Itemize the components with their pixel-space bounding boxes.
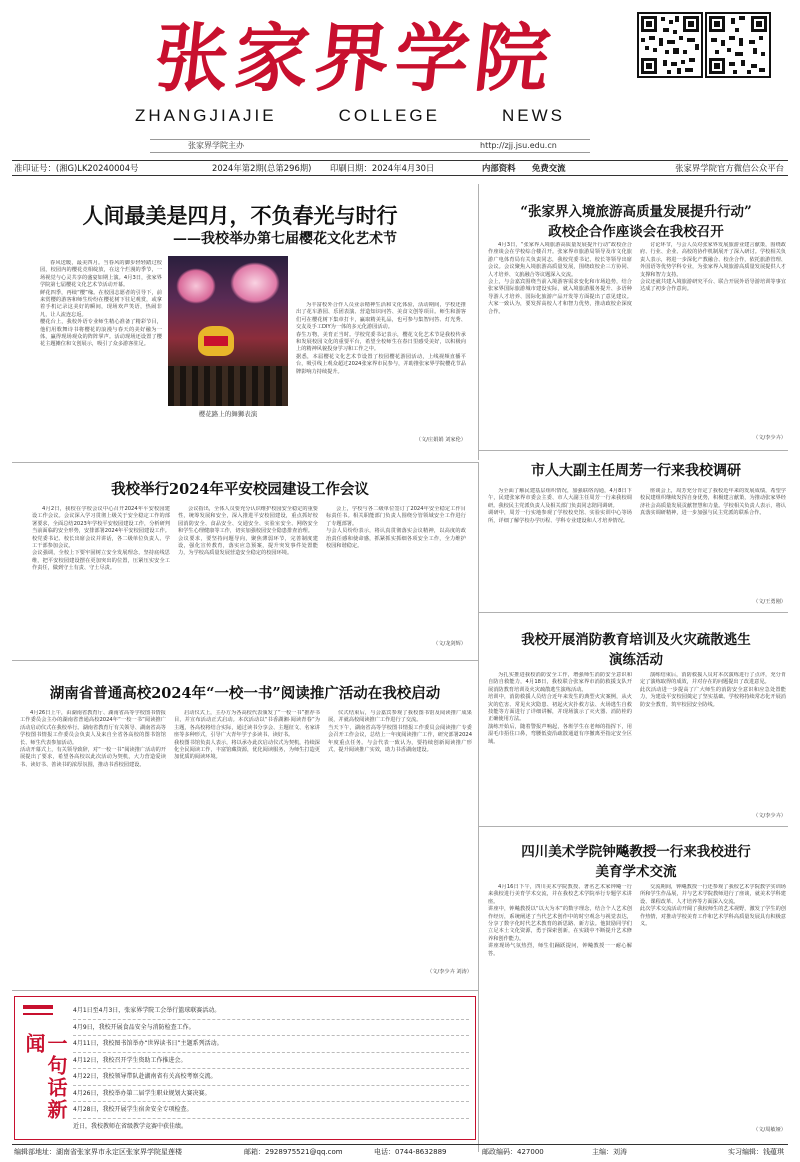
article7-title2: 美育学术交流 <box>595 864 677 880</box>
article5-col1 <box>20 710 166 982</box>
article1-photo-caption: 樱花路上的舞狮表演 <box>198 410 258 418</box>
article4-col1-text: 4月2日，我校在学校会议中心召开2024年平安校园建设工作会议。会议深入学习贯彻上级关于安全稳定工作的部署要求，全面总结2023年学校平安校园建设工作，分析研判当前面临的安全形势，安排部署2024年平安校园建设工作。校党委书记、校长出席会议并讲话，各二级单位负责人、学工干部参加会议。 会议强调，全校上下要牢固树立安全发展理念，坚持底线思维，把平安校园建设摆在更加突出的位置，压紧压实安全工作责任，做到守土有责、守土尽责。 <box>32 506 170 572</box>
article5-byline: （文/李少卉 刘涛） <box>427 969 472 975</box>
english-name-3: NEWS <box>502 106 565 125</box>
article7-title: 四川美术学院钟飚教授一行来我校进行 <box>521 844 751 860</box>
sponsor: 张家界学院主办 <box>188 141 244 150</box>
article5-title: 湖南省普通高校2024年“一校一书”阅读推广活动在我校启动 <box>49 685 441 702</box>
article5-col3-text: 仪式结束后，与会嘉宾参观了我校图书馆及阅读推广成果展，并就高校阅读推广工作进行了交流。 当天下午，湖南省高等学校图书情报工作委员会阅读推广专委会召开工作会议，总结上一年度阅读推广工作，研究部署2024年度重点任务。与会代表一致认为，要持续创新阅读推广形式，提升阅读推广实效，助力书香湖南建设。 <box>328 710 472 754</box>
footer-phone: 电话：0744-8632889 <box>374 1148 447 1156</box>
english-name <box>135 106 565 126</box>
english-name-2: COLLEGE <box>338 106 440 125</box>
footer-email: 邮箱：2928975521@qq.com <box>244 1148 343 1156</box>
footer-postcode: 邮政编码：427000 <box>482 1148 544 1156</box>
qr-code-wechat <box>705 12 771 78</box>
footer-address: 编辑部地址：湖南省张家界市永定区张家界学院星莲楼 <box>14 1148 182 1156</box>
article5-col1-text: 4月26日上午，由湖南省教育厅、湖南省高等学校图书情报工作委员会主办的湖南省普通高校2024年“一校一书”阅读推广活动启动仪式在我校举行。湖南省教育厅有关领导、湖南省高等学校图书情报工作委员会负责人及来自全省各高校的图书馆馆长、师生代表参加活动。 活动开幕式上，有关领导致辞，对“一校一书”阅读推广活动的开展提出了要求，希望各高校以此次活动为契机，大力营造爱读书、读好书、善读书的浓厚氛围，推动书香校园建设。 <box>20 710 166 768</box>
issue-info-bar <box>12 160 788 176</box>
article1-col3 <box>296 302 466 428</box>
masthead-logo <box>95 18 615 100</box>
news-brief-item: 4月1日至4月3日，张家界学院工会举行篮球联赛活动。 <box>73 1003 469 1020</box>
article5-col3 <box>328 710 472 960</box>
free-label: 免费交流 <box>532 163 566 173</box>
article7-col1 <box>488 884 632 1136</box>
news-brief-list <box>73 1003 469 1134</box>
article3-col2-text: 座谈会上，周芳充分肯定了我校近年来的发展成绩，希望学校民建组织继续发挥自身优势，积极建言献策，为推动张家界经济社会高质量发展贡献智慧和力量。学校相关负责人表示，将认真落实调研精神，进一步加强与民主党派的联系合作。 <box>640 488 786 517</box>
article1-title: 人间最美是四月，不负春光与时行 <box>82 203 398 228</box>
news-brief-item: 4月28日，我校开展学生宿舍安全专项检查。 <box>73 1102 469 1119</box>
article4-col2-text: 会议指出，全体人员要充分认识维护校园安全稳定的重要性，统筹发展和安全，深入推进平安校园建设，重点抓好校园消防安全、食品安全、交通安全、实验室安全、网络安全和学生心理健康等工作，切实加强校园安全隐患排查治理。 会议要求，要坚持问题导向，聚焦薄弱环节，完善制度建设，强化宣传教育，落实应急预案，提升突发事件处置能力，为学校高质量发展营造安全稳定的校园环境。 <box>178 506 318 557</box>
article3-col1 <box>488 488 632 606</box>
site-url[interactable]: http://zjj.jsu.edu.cn <box>480 141 557 150</box>
english-name-1: ZHANGJIAJIE <box>135 106 277 125</box>
news-brief-item: 4月22日，我校领导带队赴湖南省有关高校考察交流。 <box>73 1069 469 1086</box>
article1-subtitle: ——我校举办第七届樱花文化艺术节 <box>173 231 397 247</box>
permit-number: 准印证号：(湘G)LK20240004号 <box>14 163 139 173</box>
logo-text: 张家界学院 <box>150 16 560 102</box>
wechat-label: 张家界学院官方微信公众平台 <box>675 163 784 173</box>
article7-col2-text: 交流期间，钟飚教授一行还参观了我校艺术学院教学实训场所和学生作品展，并与艺术学院教师进行了座谈，就美术学科建设、课程改革、人才培养等方面深入交流。 此次学术交流活动开阔了我校师生的艺术视野，激发了学生的创作热情，对推动学校美育工作和艺术学科高质量发展具有积极意义。 <box>640 884 786 928</box>
article3-title: 市人大副主任周芳一行来我校调研 <box>531 463 741 479</box>
article6-title: 我校开展消防教育培训及火灾疏散逃生 <box>521 632 751 648</box>
article1-col1-text: 春风送暖，最美四月。当春风的脚步轻轻踏过校园，校园内的樱花竞相绽放，在这个烂漫的季节，一场视觉与心灵共享的盛宴如期上演。4月3日，张家界学院第七届樱花文化艺术节活动开幕。 鲜花四季，再续“樱”缘。在校园志愿者的引导下，前来赏樱的游客和师生纷纷在樱花树下驻足观赏，或拿着手机记录这美好的瞬间，现场欢声笑语，热闹非凡，让人流连忘返。 樱花台上，我校外语专业师生精心准备了精彩节目，他们用歌舞诗书将樱花的浪漫与春天的美好融为一体，赢得现场观众的阵阵掌声。活动现场还设置了樱花主题摊位和文创展示，吸引了众多游客驻足。 <box>40 260 162 348</box>
article3-col1-text: 为全面了解民建基层组织情况，加强联络沟通，4月8日下午，民建张家界市委会主委、市人大副主任周芳一行来我校调研。我校民主党派负责人及相关部门负责同志陪同调研。 调研中，周芳一行实地参观了学校校史馆、实验实训中心等场所，详细了解学校办学历程、学科专业建设和人才培养情况。 <box>488 488 632 524</box>
qr-code <box>637 12 703 78</box>
article4-byline: （文/龙剑辉） <box>433 641 466 647</box>
article3-col2 <box>640 488 786 588</box>
footer-assistant: 实习编辑：钱蕴琪 <box>728 1148 784 1156</box>
article4-title: 我校举行2024年平安校园建设工作会议 <box>111 481 369 498</box>
article4-col1 <box>32 506 170 652</box>
article6-title2: 演练活动 <box>609 652 663 668</box>
sponsor-bar <box>150 139 590 153</box>
article1-photo <box>168 256 288 406</box>
article7-col1-text: 4月16日下午，四川美术学院教授、著名艺术家钟飚一行来我校进行美育学术交流，并在我校艺术学院举行专题学术讲座。 讲座中，钟飚教授以“以大为本”的数字理念，结合个人艺术创作经历，系统阐述了当代艺术创作中的时空观念与视觉表达，分享了数字化时代艺术教育的新思路、新方法。他鼓励同学们立足本土文化资源，勇于探索创新，在实践中不断提升艺术修养和创作能力。 讲座现场气氛热烈，师生们踊跃提问，钟飚教授一一耐心解答。 <box>488 884 632 957</box>
article1-col3-text: 为丰富校外合作人员业余精神生活和文化体验，活动期间，学校还推出了花车游园、乐团表演、营造知识问答、美食文创等项目。师生和游客们可在樱花树下集章打卡，赢取精美礼品，也可参与集智问答、灯光秀、交友及手工DIY为一体的多元化游园活动。 春生万物，美育正当时。学校党委书记表示，樱花文化艺术节是我校传承和发展校园文化的重要平台，希望全校师生在春日里感受美好，以积极向上的精神风貌投身学习和工作之中。 据悉，本届樱花文化艺术节设置了校园樱花游园活动，上线视频直播平台，吸引线上观众超过2024张家界市民参与，并助推张家界学院樱花节品牌影响力持续提升。 <box>296 302 466 375</box>
news-brief-item: 4月26日，我校举办第二届学生职业规划大赛决赛。 <box>73 1086 469 1103</box>
news-brief-item: 4月11日，我校图书馆举办“世界读书日”主题系列活动。 <box>73 1036 469 1053</box>
issue-number: 2024年第2期(总第296期) <box>212 163 312 173</box>
article2-byline: （文/李少卉） <box>753 435 786 441</box>
article6-col1-text: 为扎实推进我校消防安全工作，增强师生消防安全意识和自防自救能力，4月18日，我校联合张家界市消防救援支队开展消防教育培训及火灾疏散逃生演练活动。 培训中，消防救援人员结合近年来发生的典型火灾案例，从火灾的危害、常见火灾隐患、初起火灾扑救方法、火场逃生自救技能等方面进行了详细讲解，并现场演示了灭火器、消防栓的正确使用方法。 演练开始后，随着警报声响起，各班学生在老师的指挥下，用湿毛巾捂住口鼻，弯腰低姿沿疏散通道有序撤离至指定安全区域。 <box>488 672 632 745</box>
article1-col1 <box>40 260 162 438</box>
article1-byline: （文/庄娟娟 刘家伦） <box>415 437 466 443</box>
article2-subtitle: 政校企合作座谈会在我校召开 <box>548 224 724 240</box>
print-date: 印刷日期：2024年4月30日 <box>330 163 435 173</box>
news-brief-item: 4月9日，我校开展食品安全与消防检查工作。 <box>73 1020 469 1037</box>
news-brief-item: 近日，我校教师在省级教学竞赛中获佳绩。 <box>73 1122 188 1130</box>
article5-col2-text: 启动仪式上，主办方为各高校代表颁发了“一校一书”推荐书目，并宣布活动正式启动。本次活动以“书香湖湘·阅读青春”为主题，各高校将结合实际，通过读书分享会、主题征文、名家讲座等多种形式，引导广大青年学子多读书、读好书。 我校图书馆负责人表示，将以承办此次启动仪式为契机，持续深化全民阅读工作，丰富馆藏资源，优化阅读服务，为师生打造更加优质的阅读环境。 <box>174 710 320 761</box>
article5-col2 <box>174 710 320 982</box>
article7-byline: （文/周敏娅） <box>753 1127 786 1133</box>
article6-col2 <box>640 672 786 806</box>
article6-col1 <box>488 672 632 820</box>
article2-col2-text: 讨论环节，与会人员对张家界发展旅游业建言献策，围绕政府、行业、企业、高校的协作机制展开了深入研讨。学校相关负责人表示，将进一步深化产教融合、校企合作，依托旅游管理、外国语等优势学科专业，为张家界入境旅游高质量发展提供人才支撑和智力支持。 会议还就共建入境旅游研究平台、联合开展外语导游培训等事宜达成了初步合作意向。 <box>640 242 786 293</box>
footer-editor: 主编：刘涛 <box>592 1148 627 1156</box>
article3-byline: （文/王勇刚） <box>753 599 786 605</box>
article2-col1-text: 4月3日，“张家界入境旅游高质量发展提升行动”政校企合作座谈会在学校综合楼召开。张家界市旅游局领导及市文化旅游广电体育局有关负责同志，我校党委书记、校长等领导出席会议。会议聚焦入境旅游高质量发展，围绕政校企三方协同、人才培养、文旅融合等议题深入交流。 会上，与会嘉宾围绕当前入境游客需求变化和市场趋势，结合张家界国际旅游城市建设实际，就入境旅游服务提升、多语种导游人才培养、国际化旅游产品开发等方面提出了意见建议。大家一致认为，要发挥高校人才和智力优势，推动政校企深度合作。 <box>488 242 632 315</box>
article7-col2 <box>640 884 786 1120</box>
news-brief-box <box>14 996 476 1140</box>
internal-label: 内部资料 <box>482 163 516 173</box>
article2-title: “张家界入境旅游高质量发展提升行动” <box>520 204 752 220</box>
article4-col3-text: 会上，学校与各二级单位签订了2024年安全稳定工作目标责任书。相关职能部门负责人围绕分管领域安全工作进行了专题部署。 与会人员纷纷表示，将认真贯彻落实会议精神，以高度的政治责任感和使命感，抓紧抓实抓细各项安全工作，全力维护校园和谐稳定。 <box>326 506 466 550</box>
article6-byline: （文/李少卉） <box>753 813 786 819</box>
news-brief-item: 4月12日，我校召开学生资助工作推进会。 <box>73 1053 469 1070</box>
article4-col2 <box>178 506 318 652</box>
article2-col2 <box>640 242 786 410</box>
article2-col1 <box>488 242 632 444</box>
article6-col2-text: 演练结束后，消防救援人员对本次演练进行了点评，充分肯定了演练取得的成效，并对存在的问题提出了改进意见。 此次活动进一步提高了广大师生的消防安全意识和应急处置能力，为建设平安校园奠定了坚实基础。学校将持续常态化开展消防安全教育，筑牢校园安全防线。 <box>640 672 786 708</box>
article4-col3 <box>326 506 466 634</box>
news-brief-label-text: 一句话新闻 <box>22 1033 68 1121</box>
news-brief-label <box>21 1033 68 1133</box>
footer <box>12 1144 788 1159</box>
